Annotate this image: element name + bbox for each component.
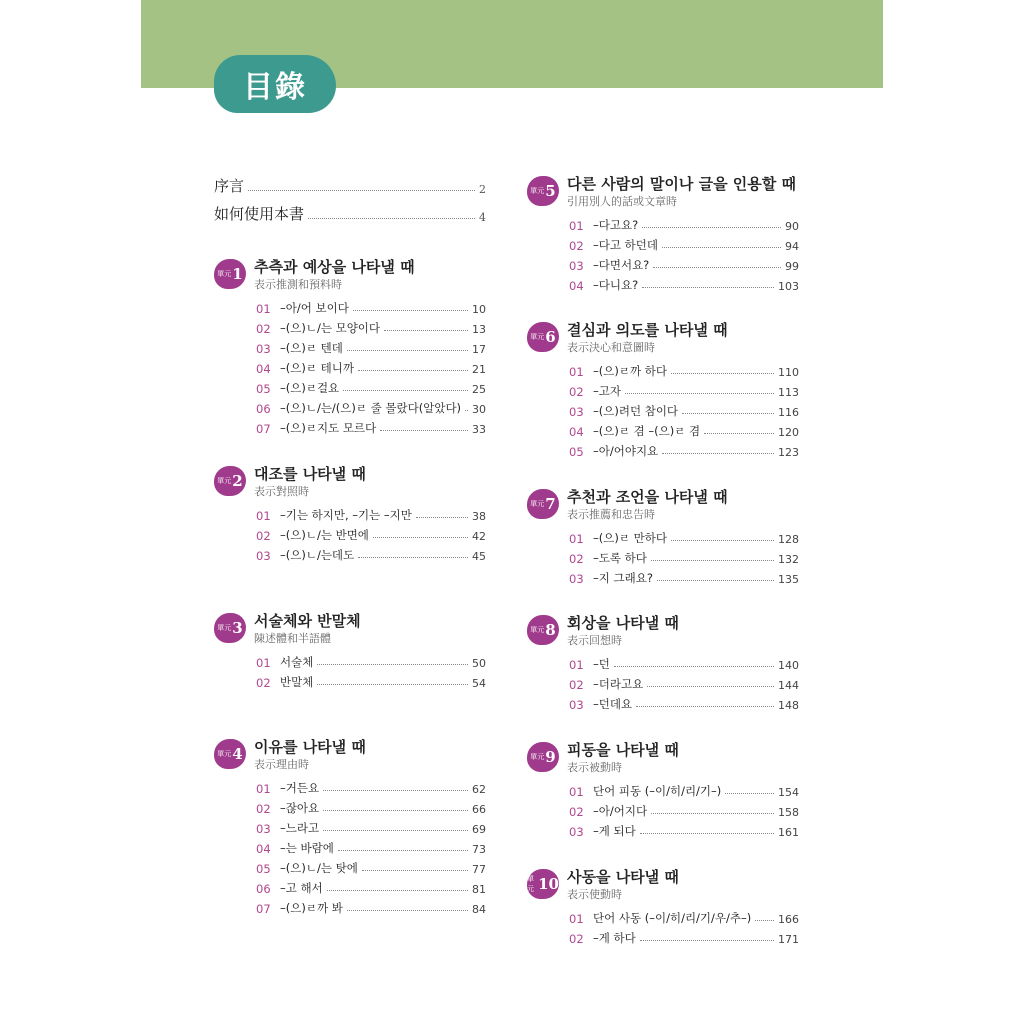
toc-item[interactable] xyxy=(256,543,486,563)
leader-dots xyxy=(671,373,774,374)
unit-badge xyxy=(527,615,559,645)
leader-dots xyxy=(343,390,468,391)
leader-dots xyxy=(373,537,468,538)
unit-badge-number: 6 xyxy=(545,328,556,346)
unit-badge xyxy=(527,869,559,899)
toc-item-title: –던데요 xyxy=(593,697,633,711)
toc-item-title: –지 그래요? xyxy=(593,571,653,585)
toc-item[interactable] xyxy=(256,650,486,670)
toc-item-number: 01 xyxy=(569,785,584,799)
unit-badge xyxy=(527,322,559,352)
toc-item-page: 42 xyxy=(472,530,486,543)
unit-badge-prefix: 單元 xyxy=(217,750,232,758)
unit-badge-prefix: 單元 xyxy=(530,333,545,341)
toc-item[interactable] xyxy=(256,670,486,690)
leader-dots xyxy=(662,247,781,248)
leader-dots xyxy=(358,370,468,371)
unit-badge-prefix: 單元 xyxy=(527,875,534,893)
toc-entry-preface[interactable] xyxy=(214,168,486,196)
toc-item-title: –느라고 xyxy=(280,821,320,835)
toc-item-title: –(으)ㄹ 만하다 xyxy=(593,531,667,545)
toc-item-page: 148 xyxy=(778,699,799,712)
leader-dots xyxy=(640,940,774,941)
toc-item-number: 02 xyxy=(256,529,271,543)
toc-item[interactable] xyxy=(569,439,799,459)
leader-dots xyxy=(651,813,774,814)
unit-item-list xyxy=(569,779,799,839)
toc-item[interactable] xyxy=(569,546,799,566)
toc-item[interactable] xyxy=(569,566,799,586)
toc-item-number: 01 xyxy=(569,532,584,546)
unit-badge xyxy=(214,466,246,496)
leader-dots xyxy=(640,833,774,834)
toc-item-page: 66 xyxy=(472,803,486,816)
toc-item-number: 02 xyxy=(569,805,584,819)
leader-dots xyxy=(248,190,475,191)
toc-item-title: –(으)ㄹ지도 모르다 xyxy=(280,421,377,435)
leader-dots xyxy=(384,330,468,331)
toc-item-page: 103 xyxy=(778,280,799,293)
unit-badge-prefix: 單元 xyxy=(530,500,545,508)
unit-title[interactable]: 다른 사람의 말이나 글을 인용할 때 xyxy=(567,175,796,193)
toc-item[interactable] xyxy=(569,379,799,399)
toc-item-number: 02 xyxy=(569,239,584,253)
toc-item-page: 99 xyxy=(785,260,799,273)
toc-item-title: –게 되다 xyxy=(593,824,636,838)
toc-item-title: 단어 사동 (–이/히/리/기/우/추–) xyxy=(593,911,752,925)
unit-badge-prefix: 單元 xyxy=(530,626,545,634)
toc-item-page: 113 xyxy=(778,386,799,399)
unit-badge-prefix: 單元 xyxy=(530,753,545,761)
toc-item-number: 06 xyxy=(256,882,271,896)
toc-item[interactable] xyxy=(569,233,799,253)
toc-item-page: 17 xyxy=(472,343,486,356)
unit-badge-prefix: 單元 xyxy=(217,477,232,485)
toc-item-page: 94 xyxy=(785,240,799,253)
toc-item-page: 90 xyxy=(785,220,799,233)
toc-item[interactable] xyxy=(569,253,799,273)
toc-item-page: 77 xyxy=(472,863,486,876)
toc-item-number: 04 xyxy=(256,362,271,376)
unit-title[interactable]: 서술체와 반말체 xyxy=(254,612,361,630)
leader-dots xyxy=(347,910,468,911)
toc-item-title: –아/어 보이다 xyxy=(280,301,349,315)
toc-item-number: 07 xyxy=(256,902,271,916)
leader-dots xyxy=(636,706,774,707)
toc-item-number: 02 xyxy=(569,385,584,399)
toc-item-page: 135 xyxy=(778,573,799,586)
toc-item-title: 단어 피동 (–이/히/리/기–) xyxy=(593,784,722,798)
toc-item-title: –는 바람에 xyxy=(280,841,334,855)
unit-item-list xyxy=(569,526,799,586)
toc-item-title: –도록 하다 xyxy=(593,551,647,565)
toc-item-page: 45 xyxy=(472,550,486,563)
toc-item-page: 158 xyxy=(778,806,799,819)
leader-dots xyxy=(323,830,468,831)
unit-badge-number: 3 xyxy=(232,619,243,637)
toc-item-title: –다면서요? xyxy=(593,258,650,272)
toc-item-title: –(으)ㄹ 테니까 xyxy=(280,361,354,375)
page-title: 目錄 xyxy=(214,55,336,113)
toc-item[interactable] xyxy=(569,692,799,712)
leader-dots xyxy=(308,218,475,219)
toc-item-page: 13 xyxy=(472,323,486,336)
toc-item-number: 02 xyxy=(569,552,584,566)
unit-subtitle: 陳述體和半語體 xyxy=(254,632,331,645)
leader-dots xyxy=(642,287,774,288)
toc-item-number: 01 xyxy=(256,509,271,523)
toc-item[interactable] xyxy=(256,336,486,356)
leader-dots xyxy=(338,850,468,851)
unit-badge-number: 1 xyxy=(232,265,243,283)
unit-item-list xyxy=(256,650,486,690)
unit-badge-prefix: 單元 xyxy=(217,270,232,278)
toc-item[interactable] xyxy=(569,672,799,692)
toc-item-number: 01 xyxy=(569,658,584,672)
toc-item[interactable] xyxy=(256,396,486,416)
toc-item-title: –잖아요 xyxy=(280,801,320,815)
unit-subtitle: 表示回想時 xyxy=(567,634,622,647)
toc-item-title: –더라고요 xyxy=(593,677,644,691)
toc-item-title: –거든요 xyxy=(280,781,320,795)
unit-title[interactable]: 이유를 나타낼 때 xyxy=(254,738,366,756)
leader-dots xyxy=(416,517,468,518)
toc-item-page: 154 xyxy=(778,786,799,799)
toc-item-number: 05 xyxy=(256,862,271,876)
toc-item-page: 120 xyxy=(778,426,799,439)
toc-item-title: –아/어야지요 xyxy=(593,444,659,458)
toc-item[interactable] xyxy=(569,779,799,799)
leader-dots xyxy=(625,393,774,394)
toc-item[interactable] xyxy=(569,213,799,233)
unit-subtitle: 表示決心和意圖時 xyxy=(567,341,655,354)
toc-item[interactable] xyxy=(569,273,799,293)
toc-item-page: 144 xyxy=(778,679,799,692)
toc-item-title: –(으)려던 참이다 xyxy=(593,404,679,418)
toc-item[interactable] xyxy=(569,799,799,819)
toc-item-page: 81 xyxy=(472,883,486,896)
leader-dots xyxy=(323,790,468,791)
toc-item[interactable] xyxy=(256,316,486,336)
toc-item-title: –게 하다 xyxy=(593,931,636,945)
unit-badge xyxy=(214,259,246,289)
toc-item-number: 03 xyxy=(256,342,271,356)
toc-item-title: 반말체 xyxy=(280,675,314,689)
toc-item-page: 50 xyxy=(472,657,486,670)
toc-item-number: 01 xyxy=(569,365,584,379)
toc-item-number: 01 xyxy=(569,912,584,926)
leader-dots xyxy=(755,920,774,921)
unit-item-list xyxy=(569,359,799,459)
unit-badge-number: 2 xyxy=(232,472,243,490)
unit-badge-prefix: 單元 xyxy=(530,187,545,195)
leader-dots xyxy=(317,664,468,665)
leader-dots xyxy=(358,557,468,558)
toc-item-page: 128 xyxy=(778,533,799,546)
leader-dots xyxy=(682,413,774,414)
leader-dots xyxy=(380,430,468,431)
unit-item-list xyxy=(569,652,799,712)
toc-item-title: –아/어지다 xyxy=(593,804,648,818)
toc-item-number: 02 xyxy=(569,932,584,946)
toc-item-number: 02 xyxy=(256,802,271,816)
leader-dots xyxy=(704,433,774,434)
toc-item-page: 33 xyxy=(472,423,486,436)
unit-item-list xyxy=(256,503,486,563)
toc-item-title: –(으)ㄹ 텐데 xyxy=(280,341,343,355)
leader-dots xyxy=(362,870,468,871)
unit-title[interactable]: 대조를 나타낼 때 xyxy=(254,465,366,483)
leader-dots xyxy=(317,684,468,685)
toc-item-title: –(으)ㄴ/는 모양이다 xyxy=(280,321,381,335)
toc-item-title: –다니요? xyxy=(593,278,639,292)
toc-item[interactable] xyxy=(256,523,486,543)
toc-item-number: 04 xyxy=(569,425,584,439)
unit-badge-number: 5 xyxy=(545,182,556,200)
leader-dots xyxy=(347,350,468,351)
toc-item-number: 04 xyxy=(256,842,271,856)
toc-item-title: –고 해서 xyxy=(280,881,323,895)
toc-item-title: –(으)ㄴ/는데도 xyxy=(280,548,355,562)
toc-item-page: 84 xyxy=(472,903,486,916)
toc-entry-title: 如何使用本書 xyxy=(214,205,305,223)
toc-item-title: –(으)ㄹ걸요 xyxy=(280,381,340,395)
toc-item[interactable] xyxy=(256,816,486,836)
toc-item-number: 03 xyxy=(256,549,271,563)
unit-title[interactable]: 사동을 나타낼 때 xyxy=(567,868,679,886)
toc-item[interactable] xyxy=(256,776,486,796)
leader-dots xyxy=(614,666,774,667)
toc-item-number: 05 xyxy=(569,445,584,459)
unit-item-list xyxy=(256,296,486,436)
toc-item-number: 02 xyxy=(256,322,271,336)
toc-item-number: 01 xyxy=(256,656,271,670)
unit-badge-number: 4 xyxy=(232,745,243,763)
toc-item-title: –기는 하지만, –기는 –지만 xyxy=(280,508,412,522)
leader-dots xyxy=(725,793,774,794)
leader-dots xyxy=(651,560,774,561)
unit-badge-number: 9 xyxy=(545,748,556,766)
toc-item-page: 166 xyxy=(778,913,799,926)
leader-dots xyxy=(327,890,468,891)
unit-badge xyxy=(527,742,559,772)
unit-badge xyxy=(214,613,246,643)
toc-item-title: –다고요? xyxy=(593,218,639,232)
toc-item-page: 171 xyxy=(778,933,799,946)
toc-item[interactable] xyxy=(256,796,486,816)
toc-item-page: 116 xyxy=(778,406,799,419)
book-page xyxy=(141,0,883,1024)
toc-item-page: 25 xyxy=(472,383,486,396)
toc-item-number: 01 xyxy=(256,302,271,316)
toc-item-page: 38 xyxy=(472,510,486,523)
toc-entry-page: 4 xyxy=(479,211,486,224)
unit-badge xyxy=(527,489,559,519)
leader-dots xyxy=(353,310,468,311)
toc-item-number: 04 xyxy=(569,279,584,293)
toc-item[interactable] xyxy=(256,836,486,856)
toc-item-title: –다고 하던데 xyxy=(593,238,658,252)
toc-item[interactable] xyxy=(569,926,799,946)
toc-item-title: –(으)ㄴ/는 반면에 xyxy=(280,528,369,542)
leader-dots xyxy=(662,453,774,454)
toc-item-number: 01 xyxy=(569,219,584,233)
unit-subtitle: 表示被動時 xyxy=(567,761,622,774)
unit-badge xyxy=(214,739,246,769)
unit-title[interactable]: 피동을 나타낼 때 xyxy=(567,741,679,759)
unit-subtitle: 表示使動時 xyxy=(567,888,622,901)
toc-item-title: –(으)ㄴ/는 탓에 xyxy=(280,861,358,875)
toc-item-title: –(으)ㄹ 겸 –(으)ㄹ 겸 xyxy=(593,424,701,438)
toc-item-number: 03 xyxy=(256,822,271,836)
toc-item-page: 110 xyxy=(778,366,799,379)
toc-item-number: 02 xyxy=(256,676,271,690)
toc-item-page: 140 xyxy=(778,659,799,672)
toc-item[interactable] xyxy=(256,503,486,523)
leader-dots xyxy=(647,686,774,687)
toc-item[interactable] xyxy=(256,296,486,316)
unit-item-list xyxy=(569,213,799,293)
unit-title[interactable]: 결심과 의도를 나타낼 때 xyxy=(567,321,728,339)
intro-list xyxy=(214,168,486,224)
toc-entry-how-to-use[interactable] xyxy=(214,196,486,224)
toc-item[interactable] xyxy=(569,652,799,672)
toc-item[interactable] xyxy=(569,906,799,926)
toc-item-page: 30 xyxy=(472,403,486,416)
toc-item[interactable] xyxy=(256,416,486,436)
toc-item-page: 10 xyxy=(472,303,486,316)
unit-badge-number: 8 xyxy=(545,621,556,639)
unit-badge xyxy=(527,176,559,206)
toc-item-title: 서술체 xyxy=(280,655,314,669)
toc-item-number: 07 xyxy=(256,422,271,436)
toc-item-page: 132 xyxy=(778,553,799,566)
toc-item[interactable] xyxy=(256,896,486,916)
leader-dots xyxy=(642,227,781,228)
unit-subtitle: 表示對照時 xyxy=(254,485,309,498)
unit-badge-number: 7 xyxy=(545,495,556,513)
toc-item-number: 03 xyxy=(569,572,584,586)
toc-item-page: 54 xyxy=(472,677,486,690)
toc-entry-title: 序言 xyxy=(214,177,245,195)
toc-item-number: 03 xyxy=(569,405,584,419)
toc-item-page: 21 xyxy=(472,363,486,376)
toc-item[interactable] xyxy=(569,526,799,546)
toc-item-number: 03 xyxy=(569,825,584,839)
toc-item-title: –(으)ㄹ까 봐 xyxy=(280,901,343,915)
unit-subtitle: 表示理由時 xyxy=(254,758,309,771)
toc-item-title: –(으)ㄹ까 하다 xyxy=(593,364,667,378)
toc-item[interactable] xyxy=(256,356,486,376)
unit-subtitle: 表示推薦和忠告時 xyxy=(567,508,655,521)
unit-title[interactable]: 추측과 예상을 나타낼 때 xyxy=(254,258,415,276)
toc-item-number: 02 xyxy=(569,678,584,692)
toc-item[interactable] xyxy=(569,819,799,839)
toc-item[interactable] xyxy=(256,376,486,396)
unit-title[interactable]: 회상을 나타낼 때 xyxy=(567,614,679,632)
toc-item-title: –(으)ㄴ/는/(으)ㄹ 줄 몰랐다(알았다) xyxy=(280,401,462,415)
leader-dots xyxy=(323,810,468,811)
leader-dots xyxy=(671,540,774,541)
unit-item-list xyxy=(256,776,486,916)
unit-title[interactable]: 추천과 조언을 나타낼 때 xyxy=(567,488,728,506)
toc-item-number: 01 xyxy=(256,782,271,796)
toc-item[interactable] xyxy=(256,876,486,896)
unit-subtitle: 表示推測和預料時 xyxy=(254,278,342,291)
unit-subtitle: 引用別人的話或文章時 xyxy=(567,195,677,208)
unit-item-list xyxy=(569,906,799,946)
toc-item[interactable] xyxy=(569,359,799,379)
toc-item[interactable] xyxy=(569,419,799,439)
toc-item[interactable] xyxy=(569,399,799,419)
leader-dots xyxy=(653,267,781,268)
toc-item-number: 05 xyxy=(256,382,271,396)
toc-item-number: 06 xyxy=(256,402,271,416)
toc-item-page: 161 xyxy=(778,826,799,839)
toc-entry-page: 2 xyxy=(479,183,486,196)
leader-dots xyxy=(657,580,774,581)
toc-item-page: 73 xyxy=(472,843,486,856)
toc-item-title: –고자 xyxy=(593,384,621,398)
toc-item-title: –던 xyxy=(593,657,610,671)
toc-item-page: 123 xyxy=(778,446,799,459)
unit-badge-prefix: 單元 xyxy=(217,624,232,632)
toc-item-number: 03 xyxy=(569,259,584,273)
leader-dots xyxy=(465,410,468,411)
toc-item[interactable] xyxy=(256,856,486,876)
toc-item-number: 03 xyxy=(569,698,584,712)
toc-item-page: 69 xyxy=(472,823,486,836)
unit-badge-number: 10 xyxy=(538,875,559,893)
toc-item-page: 62 xyxy=(472,783,486,796)
